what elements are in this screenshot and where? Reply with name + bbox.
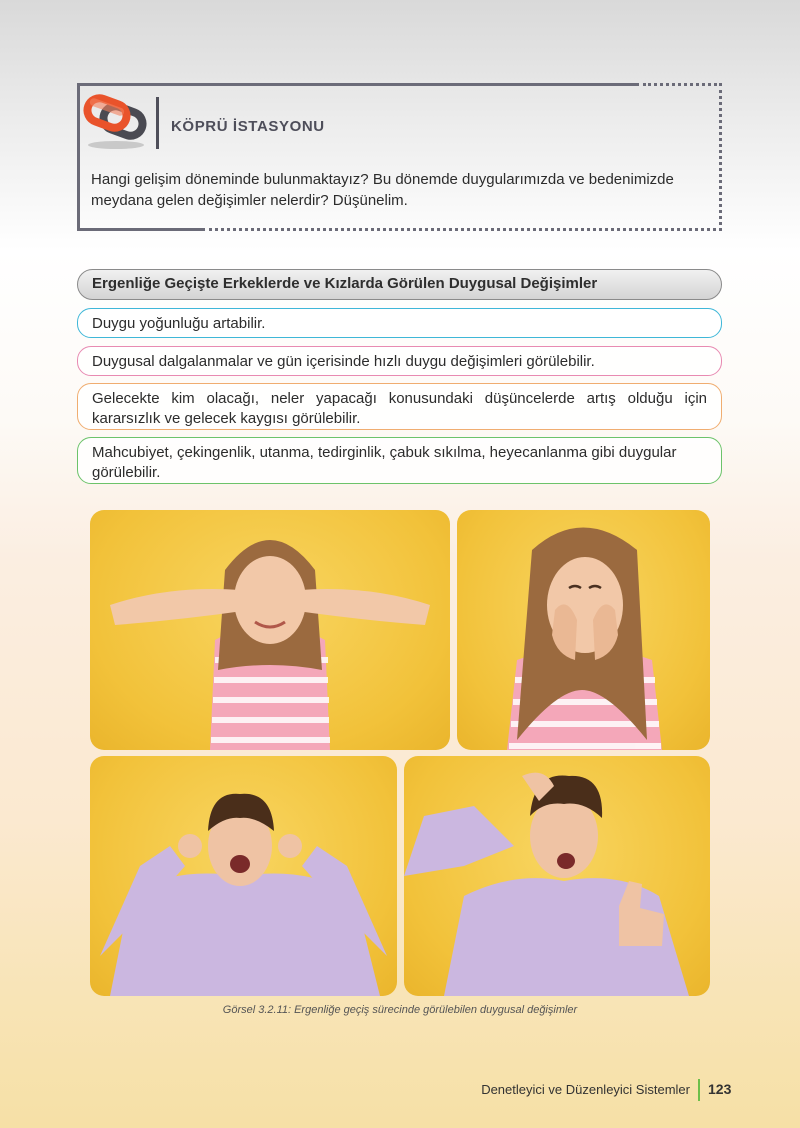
photo-girl-covering-eyes <box>90 510 450 750</box>
chain-link-icon <box>83 93 149 151</box>
bridge-station-box <box>77 83 722 231</box>
emotion-item-3: Gelecekte kim olacağı, neler yapacağı konusundaki düşüncelerde artış olduğu için kararsızlık ve gelecek kaygısı görülebilir. <box>77 383 722 430</box>
box-border-top-dotted <box>643 83 722 86</box>
box-border-top <box>77 83 639 86</box>
photo-boy-thumbs-up <box>404 756 710 996</box>
photo-girl-hands-on-cheeks <box>457 510 710 750</box>
box-border-right-dotted <box>719 83 722 231</box>
section-heading: Ergenliğe Geçişte Erkeklerde ve Kızlarda Görülen Duygusal Değişimler <box>77 269 722 300</box>
emotion-item-2: Duygusal dalgalanmalar ve gün içerisinde hızlı duygu değişimleri görülebilir. <box>77 346 722 376</box>
station-title: KÖPRÜ İSTASYONU <box>171 118 325 135</box>
emotion-item-1: Duygu yoğunluğu artabilir. <box>77 308 722 338</box>
station-question: Hangi gelişim döneminde bulunmaktayız? Bu dönemde duygularımızda ve bedenimizde meydana gelen değişimler nelerdir? Düşünelim. <box>91 171 674 209</box>
photo-boy-covering-ears <box>90 756 397 996</box>
title-separator <box>156 97 159 149</box>
box-border-bottom <box>77 228 205 231</box>
box-border-bottom-dotted <box>209 228 722 231</box>
footer-section-title: Denetleyici ve Düzenleyici Sistemler <box>481 1082 690 1097</box>
emotion-item-4: Mahcubiyet, çekingenlik, utanma, tedirginlik, çabuk sıkılma, heyecanlanma gibi duygular görülebilir. <box>77 437 722 484</box>
page-number: 123 <box>708 1081 732 1097</box>
box-border-left <box>77 83 80 231</box>
footer-divider <box>698 1079 700 1101</box>
figure-caption: Görsel 3.2.11: Ergenliğe geçiş sürecinde görülebilen duygusal değişimler <box>222 1004 578 1016</box>
